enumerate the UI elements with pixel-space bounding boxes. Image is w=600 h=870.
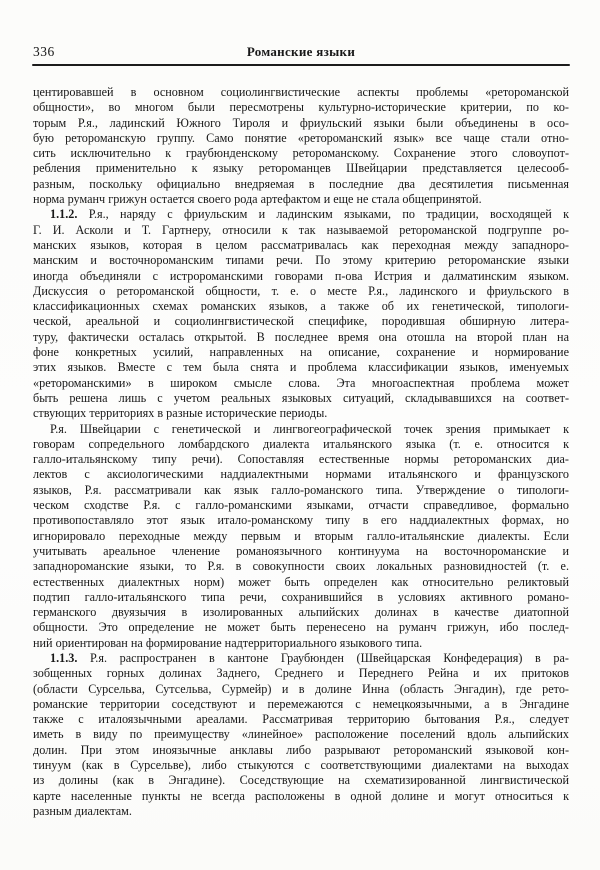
text-line: долин. При этом иноязычные анклавы либо разрывают ретороманский языковой кон- [33,742,569,757]
text-line: сить исключительно к граубюнденскому ретороманскому. Сохранение этого словоупот- [33,146,569,161]
text-line: быть решена лишь с учетом реальных языковых ситуаций, складывавшихся на соответ- [33,390,569,405]
text-line: иногда объединяли с истророманскими говорами п-ова Истрия и далматинским языком. [33,268,569,283]
text-line: из долины (как в Энгадине). Соседствующие на схематизированной лингвистической [33,773,569,788]
text-line: этих языков. Вместе с тем была снята и проблема классификации языков, именуемых [33,360,569,375]
text-line: торым Р.я., ладинский Южного Тироля и фриульский языки были объединены в осо- [33,115,569,130]
text-line: также с италоязычными ареалами. Рассматривая территорию бытования Р.я., следует [33,712,569,727]
text-line: разным, поскольку официально внедряемая в последние два десятилетия письменная [33,176,569,191]
text-line: учитывать ареальное членение романоязычного континуума на восточнороманские и [33,543,569,558]
text-line: ческом сходстве Р.я. с галло-романскими языками, отчасти справедливое, формально [33,498,569,513]
text-line: естественных диалектных норм) может быть определен как относительно реликтовый [33,574,569,589]
paragraph [33,651,569,819]
page-number: 336 [33,44,55,59]
text-line: Р.я. Швейцарии с генетической и лингвогеографической точек зрения примыкает к [50,421,569,436]
text-line: ний ориентирован на формирование надтерриториального языкового типа. [33,635,423,650]
text-line: бую ретороманскую группу. Само понятие «ретороманский язык» все чаще стали отно- [33,130,569,145]
text-line: 1.1.3. Р.я. распространен в кантоне Граубюнден (Швейцарская Конфедерация) в ра- [50,650,569,665]
text-line: манских языков, которая в целом рассматривалась как переходная между западноро- [33,237,569,252]
text-line: разным диалектам. [33,803,132,818]
text-line: лектов с аксиологическими наддиалектными нормами итальянского и французского [33,467,569,482]
text-line: классификационных схемах романских языков, а также об их генетической, типологи- [33,299,569,314]
text-line: романские территории соседствуют и перемежаются с немецкоязычными, а в Энгадине [33,696,569,711]
text-line: центировавшей в основном социолингвистические аспекты проблемы «ретороманской [33,85,569,99]
text-line: карте населенные пункты не всегда расположены в одной долине и могут относиться к [33,788,569,803]
paragraph [33,207,569,421]
text-line: Г. И. Асколи и Т. Гартнеру, относили к так называемой ретороманской подгруппе ро- [33,222,569,237]
text-line: норма руманч грижун остается своего рода артефактом и еще не стала общепринятой. [33,192,482,207]
paragraph [33,85,569,207]
text-line: иметь в виду по преимуществу «линейное» расположение поселений вдоль альпийских [33,727,569,742]
text-line: общности. Это определение не может быть перенесено на руманч грижун, ибо послед- [33,620,569,635]
text-line: общности», во многом были пересмотрены культурно-исторические критерии, по ко- [33,100,569,115]
text-line: ребления применительно к языку ретороманцев Швейцарии представляется целесооб- [33,161,569,176]
text-line: говорам сопредельного ломбардского диалекта итальянского языка (т. е. относится к [33,436,569,451]
section-number: 1.1.2. [50,207,78,222]
text-line: германского двуязычия в изолированных альпийских долинах в качестве диатопной [33,605,569,620]
running-title: Романские языки [246,44,356,59]
page-body [33,85,569,819]
text-line: Дискуссия о ретороманской общности, т. е. о месте Р.я., ладинского и фриульского в [33,283,569,298]
text-line: фоне конкретных усилий, направленных на описание, сохранение и нормирование [33,345,569,360]
paragraph [33,422,569,651]
page-header [33,44,569,62]
text-line: зобщенных горных долинах Заднего, Среднего и Переднего Рейна и их притоков [33,666,569,681]
text-line: тинуум (как в Сурсельве), либо стыкуются с соответствующими диалектами на выходах [33,758,569,773]
text-line: игнорировало переходные между первым и вторым галло-итальянские диалекты. Если [33,528,569,543]
header-rule [32,64,570,66]
text-line: «ретороманскими» в широком смысле слова. Эта многоаспектная проблема может [33,375,569,390]
text-line: ческой, ареальной и социолингвистической специфике, породившая обширную литера- [33,314,569,329]
text-line: туру, фактически осталась открытой. В последнее время она отошла на второй план на [33,329,569,344]
text-line: подтип галло-итальянского типа речи, сохранившийся в условиях активного романо- [33,589,569,604]
text-line: (области Сурсельва, Сутсельва, Сурмейр) и в долине Инна (область Энгадин), где рето- [33,681,569,696]
text-line: 1.1.2. Р.я., наряду с фриульским и ладинским языками, по традиции, восходящей к [50,207,569,222]
text-line: языков, Р.я. рассматривали как язык галло-романского типа. Утверждение о типологи- [33,482,569,497]
text-line: манским и восточнороманским типами речи. По этому критерию ретороманские языки [33,253,569,268]
text-line: противопоставляло этот язык итало-романскому типу в его наддиалектных формах, но [33,513,569,528]
text-line: галло-итальянскому типу речи). Сопоставляя естественные нормы ретороманских диа- [33,452,569,467]
text-line: ствующих территориях в разные исторические периоды. [33,406,328,421]
text-line: западнороманские языки, то Р.я. в совокупности своих локальных разновидностей (т. е. [33,559,569,574]
section-number: 1.1.3. [50,650,78,665]
